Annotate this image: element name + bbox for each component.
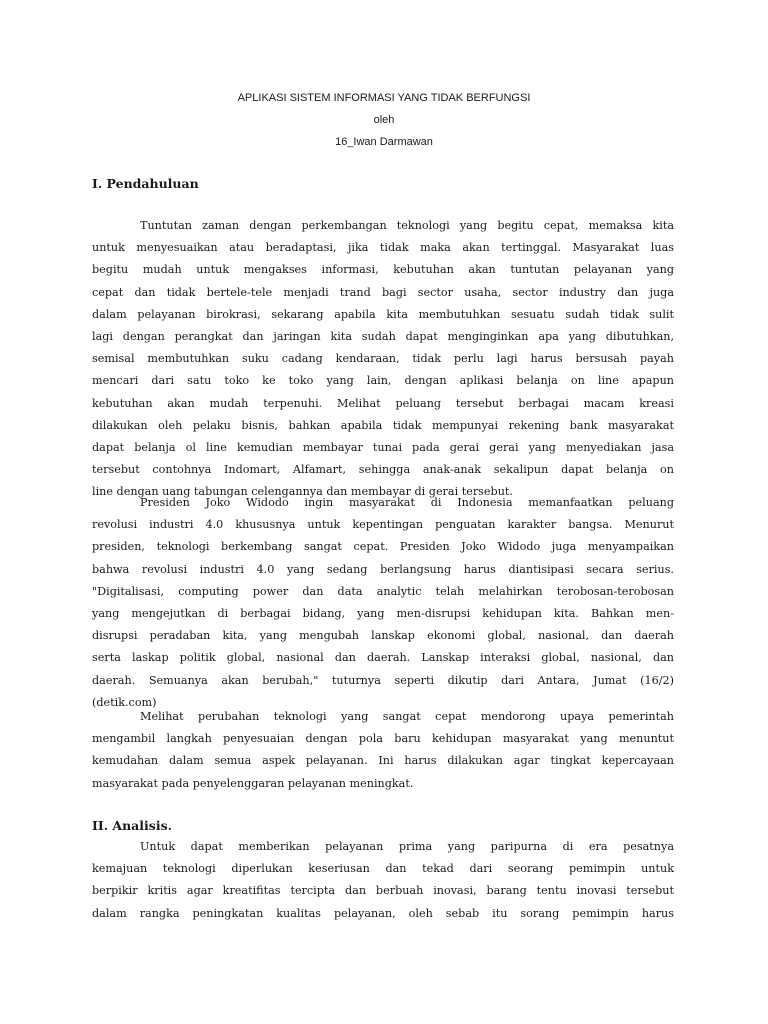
paragraph-line: "Digitalisasi, computing power dan data analytic telah melahirkan terobosan-terobosan <box>92 584 674 598</box>
paragraph-line: (detik.com) <box>92 695 157 709</box>
paragraph-line: begitu mudah untuk mengakses informasi, kebutuhan akan tuntutan pelayanan yang <box>92 263 674 277</box>
paragraph-line: Presiden Joko Widodo ingin masyarakat di Indonesia memanfaatkan peluang <box>140 496 674 509</box>
document-author: 16_Iwan Darmawan <box>335 136 433 148</box>
paragraph-line: dalam pelayanan birokrasi, sekarang apabila kita membutuhkan sesuatu sudah tidak sulit <box>92 307 674 321</box>
paragraph-line: lagi dengan perangkat dan jaringan kita sudah dapat menginginkan apa yang dibutuhkan, <box>92 329 674 343</box>
paragraph-3 <box>92 706 674 795</box>
paragraph-line: masyarakat pada penyelenggaran pelayanan meningkat. <box>92 776 414 790</box>
paragraph-1 <box>92 215 674 503</box>
paragraph-line: Melihat perubahan teknologi yang sangat cepat mendorong upaya pemerintah <box>140 710 674 723</box>
paragraph-line: serta laskap politik global, nasional dan daerah. Lanskap interaksi global, nasional, dan <box>92 651 674 665</box>
paragraph-line: mencari dari satu toko ke toko yang lain, dengan aplikasi belanja on line apapun <box>92 374 674 388</box>
paragraph-line: dilakukan oleh pelaku bisnis, bahkan apabila tidak mempunyai rekening bank masyarakat <box>92 418 674 432</box>
paragraph-line: presiden, teknologi berkembang sangat cepat. Presiden Joko Widodo juga menyampaikan <box>92 540 674 554</box>
document-title: APLIKASI SISTEM INFORMASI YANG TIDAK BERFUNGSI <box>237 92 531 104</box>
paragraph-line: Untuk dapat memberikan pelayanan prima yang paripurna di era pesatnya <box>140 840 674 853</box>
paragraph-line: bahwa revolusi industri 4.0 yang sedang berlangsung harus diantisipasi secara serius. <box>92 562 674 576</box>
paragraph-line: kemajuan teknologi diperlukan keseriusan dan tekad dari seorang pemimpin untuk <box>92 862 674 876</box>
paragraph-2 <box>92 492 674 714</box>
paragraph-line: kemudahan dalam semua aspek pelayanan. Ini harus dilakukan agar tingkat kepercayaan <box>92 754 674 768</box>
paragraph-line: yang mengejutkan di berbagai bidang, yang men-disrupsi kehidupan kita. Bahkan men- <box>92 606 674 620</box>
paragraph-line: mengambil langkah penyesuaian dengan pola baru kehidupan masyarakat yang menuntut <box>92 732 674 746</box>
paragraph-line: line dengan uang tabungan celengannya dan membayar di gerai tersebut. <box>92 485 513 499</box>
section-heading-pendahuluan: I. Pendahuluan <box>92 176 199 191</box>
title-block <box>0 87 768 153</box>
paragraph-line: daerah. Semuanya akan berubah," tuturnya seperti dikutip dari Antara, Jumat (16/2) <box>92 673 674 687</box>
paragraph-line: dapat belanja ol line kemudian membayar tunai pada gerai gerai yang menyediakan jasa <box>92 440 674 454</box>
paragraph-line: tersebut contohnya Indomart, Alfamart, sehingga anak-anak sekalipun dapat belanja on <box>92 463 674 477</box>
paragraph-line: revolusi industri 4.0 khususnya untuk kepentingan penguatan karakter bangsa. Menurut <box>92 518 674 532</box>
paragraph-line: cepat dan tidak bertele-tele menjadi trand bagi sector usaha, sector industry dan juga <box>92 285 674 299</box>
paragraph-line: berpikir kritis agar kreatifitas tercipta dan berbuah inovasi, barang tentu inovasi tersebut <box>92 884 674 898</box>
paragraph-line: untuk menyesuaikan atau beradaptasi, jika tidak maka akan tertinggal. Masyarakat luas <box>92 241 674 255</box>
paragraph-line: semisal membutuhkan suku cadang kendaraan, tidak perlu lagi harus bersusah payah <box>92 352 674 366</box>
paragraph-4 <box>92 836 674 925</box>
paragraph-line: disrupsi peradaban kita, yang mengubah lanskap ekonomi global, nasional, dan daerah <box>92 629 674 643</box>
paragraph-line: dalam rangka peningkatan kualitas pelayanan, oleh sebab itu sorang pemimpin harus <box>92 906 674 920</box>
paragraph-line: kebutuhan akan mudah terpenuhi. Melihat peluang tersebut berbagai macam kreasi <box>92 396 674 410</box>
section-heading-analisis: II. Analisis. <box>92 818 172 833</box>
paragraph-line: Tuntutan zaman dengan perkembangan teknologi yang begitu cepat, memaksa kita <box>140 219 674 232</box>
document-byline: oleh <box>373 114 395 126</box>
